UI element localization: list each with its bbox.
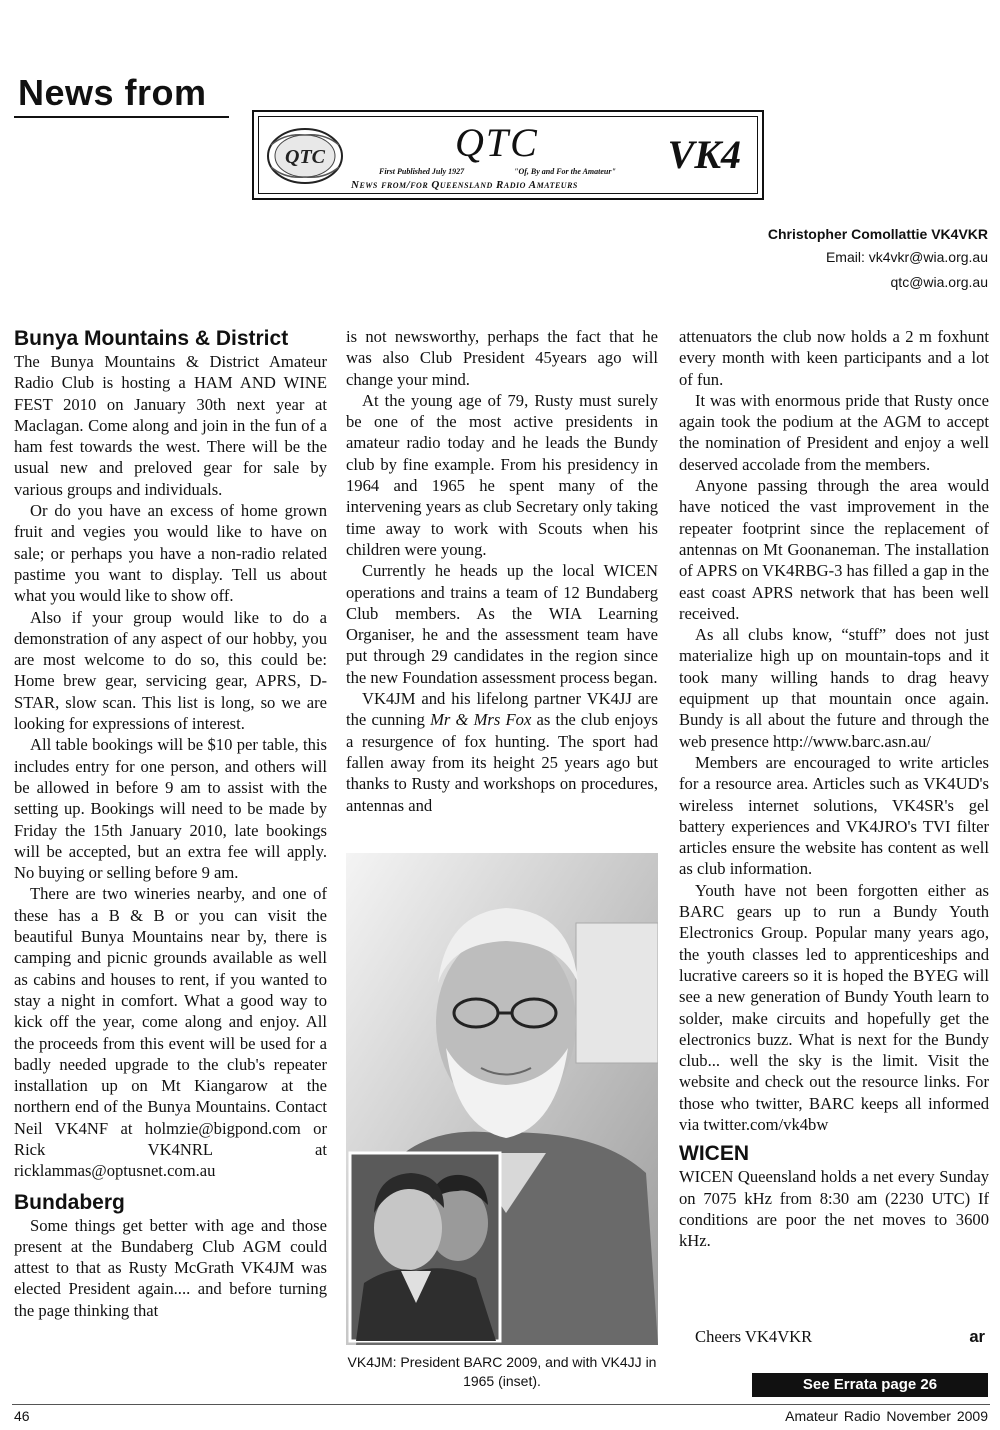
article-paragraph: Also if your group would like to do a demonstration of any aspect of our hobby, you are most welcome to do so, this could be: Home brew gear, servicing gear, APRS, D-STAR, slow scan. This list is long, so we are looking for expressions of interest. [14, 607, 327, 734]
qtc-logo-emblem [265, 125, 345, 187]
email-label: Email: [825, 249, 865, 265]
page-number: 46 [14, 1408, 30, 1424]
signoff: Cheers VK4VKR [695, 1327, 813, 1346]
article-paragraph: Currently he heads up the local WICEN operations and trains a team of 12 Bundaberg Club members. As the WIA Learning Organiser, he and the assessment team have put through 29 candidates in the region since the new Foundation assessment process began. [346, 561, 658, 687]
section-title: News from [18, 72, 207, 113]
qtc-masthead [252, 110, 764, 200]
first-published-note: First Published July 1927 [379, 167, 465, 176]
end-of-article-mark: ar [969, 1327, 985, 1346]
column-1 [14, 326, 327, 1321]
bundaberg-heading: Bundaberg [14, 1190, 125, 1214]
wicen-heading: WICEN [679, 1142, 749, 1166]
text-run: VK4JM and his lifelong partner VK4JJ are the cunning [346, 689, 658, 730]
photo-caption: VK4JM: President BARC 2009, and with VK4JJ in 1965 (inset). [347, 1354, 657, 1389]
article-paragraph: attenuators the club now holds a 2 m foxhunt every month with keen participants and a lot of fun. [679, 327, 989, 389]
errata-notice[interactable]: See Errata page 26 [752, 1373, 988, 1397]
article-paragraph: is not newsworthy, perhaps the fact that he was also Club President 45years ago will change your mind. [346, 327, 658, 389]
author-email-primary[interactable]: vk4vkr@wia.org.au [868, 249, 988, 265]
article-paragraph: As all clubs know, “stuff” does not just materialize high up on mountain-tops and it took many willing hands to drag heavy equipment up that mountain once again. Bundy is all about the future and through the web presence http://www.barc.asn.au/ [679, 625, 989, 751]
author-email-row [826, 249, 988, 265]
article-paragraph: Anyone passing through the area would have noticed the vast improvement in the repeater footprint since the replacement of antennas on Mt Goonaneman. The installation of APRS on VK4RBG-3 has filled a gap in the east coast APRS network that has been well received. [679, 476, 989, 623]
signoff-row [695, 1327, 985, 1347]
article-paragraph: Or do you have an excess of home grown fruit and vegies you would like to have on sale; or perhaps you have a non-radio related pastime you want to display. Tell us about what you would like to show off. [14, 501, 327, 606]
logo-text: QTC [285, 146, 325, 168]
article-paragraph: Some things get better with age and those present at the Bundaberg Club AGM could attest to that as Rusty McGrath VK4JM was elected President again.... and before turning the page thinking that [14, 1215, 327, 1320]
masthead-motto: "Of, By and For the Amateur" [514, 167, 616, 176]
header-rule [14, 116, 229, 118]
vk4jm-photo [346, 853, 658, 1345]
column-2 [346, 326, 658, 816]
bunya-mountains-heading: Bunya Mountains & District [14, 327, 289, 350]
article-paragraph: At the young age of 79, Rusty must surely be one of the most active presidents in amateur radio today and he leads the Bundy club by fine example. From his presidency in 1964 and 1965 he spent many of the intervening years as club Secretary only taking time away to work with Scouts when his children were young. [346, 390, 658, 559]
footer-rule [12, 1404, 990, 1405]
author-email-secondary[interactable]: qtc@wia.org.au [890, 274, 988, 290]
text-run: as the club enjoys a resurgence of fox hunting. The sport had fallen away from its height 25 years ago but thanks to Rusty and workshops on procedures, antennas and [346, 710, 658, 815]
article-paragraph: WICEN Queensland holds a net every Sunday on 7075 kHz from 8:30 am (2230 UTC) If conditions are poor the net moves to 3600 kHz. [679, 1167, 989, 1251]
masthead-inner-border [258, 116, 758, 194]
masthead-region: VK4 [667, 132, 741, 177]
italic-text: Mr & Mrs Fox [430, 710, 532, 730]
author-name: Christopher Comollattie VK4VKR [767, 226, 988, 242]
article-paragraph: Youth have not been forgotten either as BARC gears up to run a Bundy Youth Electronics Group. Popular many years ago, the youth classes led to apprenticeships and lucrative careers so it is hoped the BYEG will see a new generation of Bundy Youth learn to solder, make circuits and hopefully get the electronics buzz. What is next for the Bundy club... well the sky is the limit. Visit the website and check out the resource links. For those who twitter, BARC keeps all informed via twitter.com/vk4bw [679, 880, 989, 1134]
article-paragraph: It was with enormous pride that Rusty once again took the podium at the AGM to accept the nomination of President and enjoy a well deserved accolade from the members. [679, 390, 989, 474]
column-3 [679, 326, 989, 1251]
article-paragraph: There are two wineries nearby, and one of these has a B & B or you can visit the beautiful Bunya Mountains near by, there is camping and picnic grounds available as well as cabins and houses to rent, if you wanted to stay a night in comfort. What a good way to kick off the year, come along and enjoy. All the proceeds from this event will be used for a badly needed upgrade to the club's repeater installation up on Mt Kiangarow at the northern end of the Bunya Mountains. Contact Neil VK4NF at holmzie@bigpond.com or Rick VK4NRL at ricklammas@optusnet.com.au [14, 884, 327, 1181]
masthead-title: QTC [455, 120, 539, 165]
magazine-issue: Amateur Radio November 2009 [785, 1408, 988, 1424]
article-paragraph: Members are encouraged to write articles for a resource area. Articles such as VK4UD's wireless internet solutions, VK4SR's gel battery experiences and VK4JRO's TVI filter articles ensure the website has content as well as club information. [679, 752, 989, 879]
photo-illustration [346, 853, 658, 1345]
masthead-subtitle: News from/for Queensland Radio Amateurs [351, 179, 578, 191]
article-paragraph: All table bookings will be $10 per table, this includes entry for one person, and others will be allowed in before 9 am to assist with the setting up. Bookings will need to be made by Friday the 15th January 2010, late bookings will be accepted, but an extra fee will apply. No buying or selling before 9 am. [14, 735, 327, 883]
article-paragraph: The Bunya Mountains & District Amateur Radio Club is hosting a HAM AND WINE FEST 2010 on January 30th next year at Maclagan. Come along and join in the fun of a ham fest towards the west. There will be the usual new and preloved gear for sale by various groups and individuals. [14, 352, 327, 499]
article-paragraph [346, 688, 658, 816]
